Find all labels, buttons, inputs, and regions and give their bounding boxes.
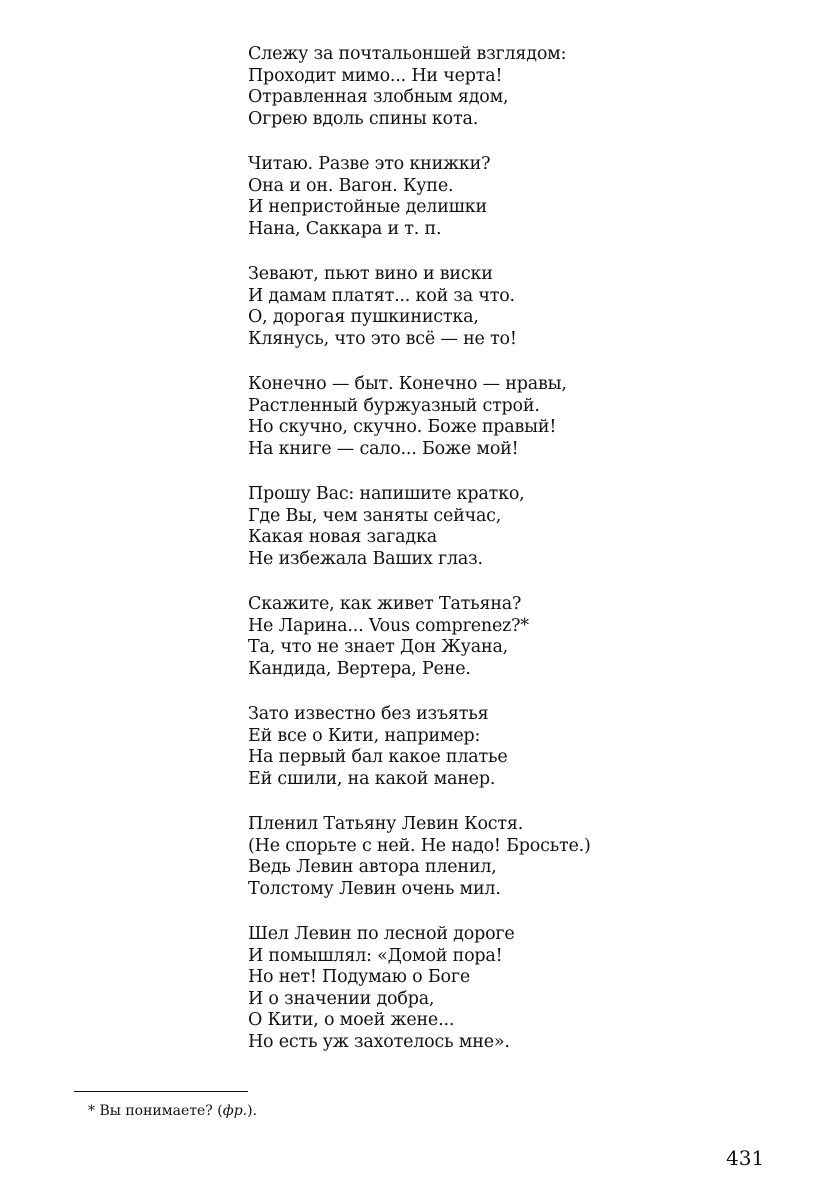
stanza-5 (248, 484, 808, 570)
poem-line: Слежу за почтальоншей взглядом: (248, 44, 567, 64)
footnote (88, 1102, 257, 1120)
poem-line: Та, что не знает Дон Жуана, (248, 637, 509, 657)
stanza-4 (248, 374, 808, 460)
poem-line: Ей все о Кити, например: (248, 725, 481, 746)
poem-line: Проходит мимо... Ни черта! (248, 65, 503, 86)
poem-line: На первый бал какое платье (248, 747, 508, 767)
poem-line: Не избежала Ваших глаз. (248, 548, 483, 569)
footnote-divider (74, 1091, 248, 1092)
poem-line: Она и он. Вагон. Купе. (248, 175, 454, 196)
stanza-1 (248, 44, 808, 130)
stanza-9 (248, 924, 808, 1053)
poem-line: И помышлял: «Домой пора! (248, 945, 503, 966)
poem-line: Шел Левин по лесной дороге (248, 924, 515, 944)
footnote-close: ). (247, 1103, 258, 1119)
footnote-text: * Вы понимаете? ( (88, 1103, 223, 1119)
poem-line: На книге — сало... Боже мой! (248, 438, 519, 459)
poem-line: О Кити, о моей жене... (248, 1010, 455, 1030)
poem-line: Какая новая загадка (248, 527, 437, 547)
stanza-2 (248, 154, 808, 240)
poem-line: Растленный буржуазный строй. (248, 395, 540, 416)
page-number: 431 (726, 1146, 765, 1170)
footnote-language: фр. (222, 1103, 248, 1119)
poem-line: Толстому Левин очень мил. (248, 878, 501, 899)
stanza-8 (248, 814, 808, 900)
poem-line: Но нет! Подумаю о Боге (248, 967, 470, 987)
poem-line: Не Ларина... Vous comprenez?* (248, 615, 529, 636)
poem-line: Отравленная злобным ядом, (248, 87, 509, 107)
poem-line: О, дорогая пушкинистка, (248, 307, 479, 327)
poem-line: И дамам платят... кой за что. (248, 285, 515, 306)
poem-line: Клянусь, что это всё — не то! (248, 328, 517, 349)
poem-line: Ведь Левин автора пленил, (248, 857, 497, 877)
poem (248, 44, 808, 1077)
poem-line: Зевают, пьют вино и виски (248, 264, 493, 284)
poem-line: Прошу Вас: напишите кратко, (248, 484, 525, 504)
poem-line: (Не спорьте с ней. Не надо! Бросьте.) (248, 835, 591, 856)
poem-line: Где Вы, чем заняты сейчас, (248, 505, 502, 526)
poem-line: И о значении добра, (248, 988, 435, 1009)
poem-line: Но есть уж захотелось мне». (248, 1031, 510, 1052)
poem-line: Нана, Саккара и т. п. (248, 218, 442, 239)
poem-line: Скажите, как живет Татьяна? (248, 594, 522, 614)
poem-line: Огрею вдоль спины кота. (248, 108, 479, 129)
poem-line: Кандида, Вертера, Рене. (248, 658, 471, 679)
poem-line: Пленил Татьяну Левин Костя. (248, 814, 524, 834)
poem-line: Ей сшили, на какой манер. (248, 768, 496, 789)
poem-line: Читаю. Разве это книжки? (248, 154, 491, 174)
poem-line: И непристойные делишки (248, 197, 487, 217)
stanza-7 (248, 704, 808, 790)
poem-line: Но скучно, скучно. Боже правый! (248, 417, 557, 437)
poem-line: Конечно — быт. Конечно — нравы, (248, 374, 567, 394)
poem-line: Зато известно без изъятья (248, 704, 489, 724)
stanza-6 (248, 594, 808, 680)
stanza-3 (248, 264, 808, 350)
